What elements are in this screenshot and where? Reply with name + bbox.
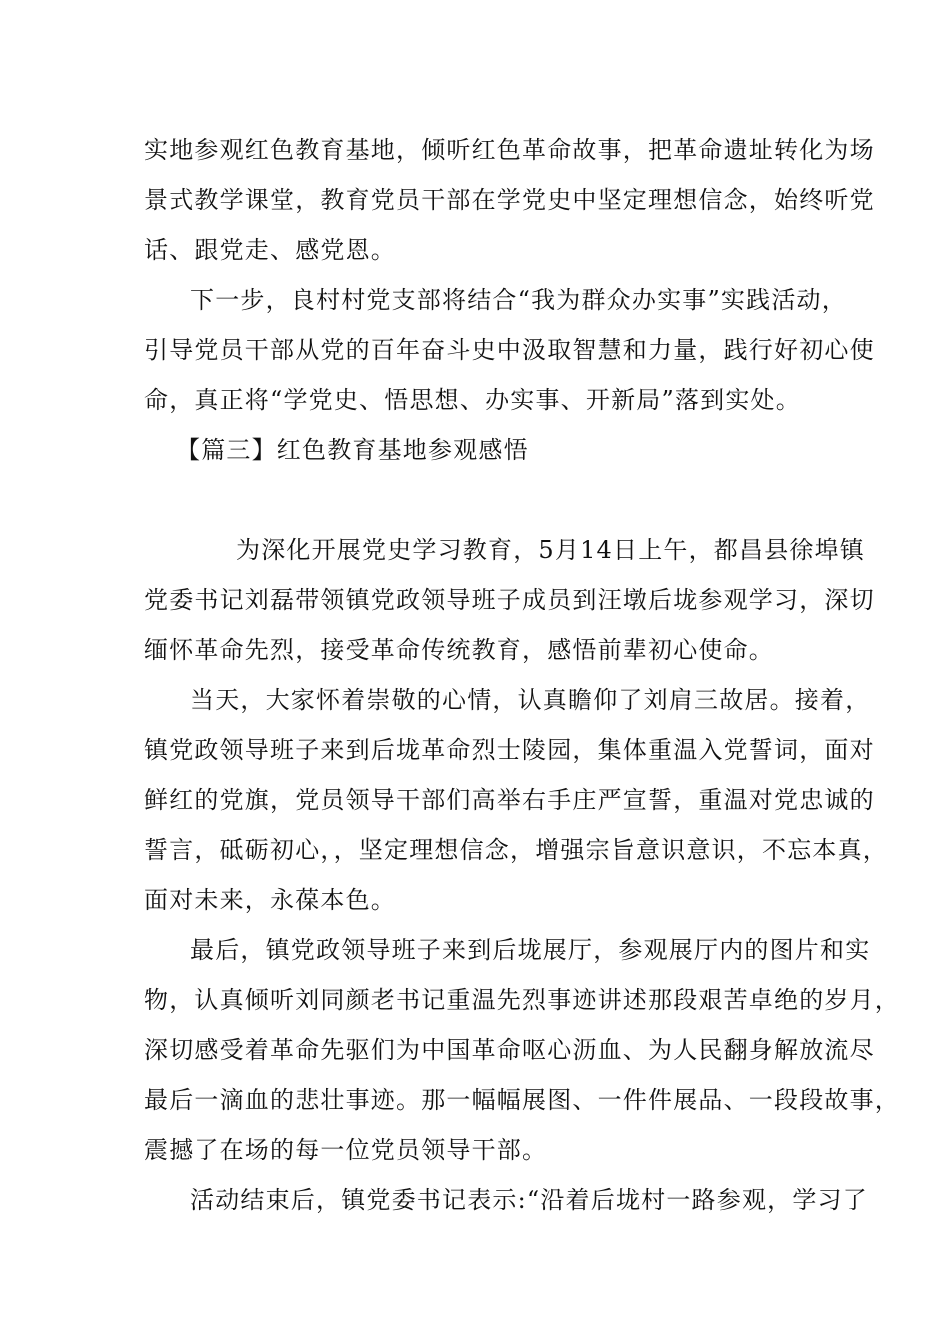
text-line: 鲜红的党旗，党员领导干部们高举右手庄严宣誓，重温对党忠诚的 xyxy=(144,786,875,814)
text-line: 最后，镇党政领导班子来到后垅展厅，参观展厅内的图片和实 xyxy=(190,936,871,964)
text-line: 物，认真倾听刘同颜老书记重温先烈事迹讲述那段艰苦卓绝的岁月， xyxy=(144,986,900,1014)
text-line: 镇党政领导班子来到后垅革命烈士陵园，集体重温入党誓词，面对 xyxy=(144,736,875,764)
text-line: 命，真正将“学党史、悟思想、办实事、开新局”落到实处。 xyxy=(144,386,801,414)
text-line: 面对未来，永葆本色。 xyxy=(144,886,396,914)
text-line: 为深化开展党史学习教育，5月14日上午，都昌县徐埠镇 xyxy=(236,536,866,564)
text-line: 景式教学课堂，教育党员干部在学党史中坚定理想信念，始终听党 xyxy=(144,186,875,214)
text-line: 活动结束后，镇党委书记表示:“沿着后垅村一路参观，学习了 xyxy=(190,1186,868,1214)
text-line: 党委书记刘磊带领镇党政领导班子成员到汪墩后垅参观学习，深切 xyxy=(144,586,875,614)
text-line: 震撼了在场的每一位党员领导干部。 xyxy=(144,1136,548,1164)
text-line: 引导党员干部从党的百年奋斗史中汲取智慧和力量，践行好初心使 xyxy=(144,336,875,364)
text-line: 实地参观红色教育基地，倾听红色革命故事，把革命遗址转化为场 xyxy=(144,136,875,164)
text-line: 当天，大家怀着崇敬的心情，认真瞻仰了刘肩三故居。接着， xyxy=(190,686,871,714)
text-line: 深切感受着革命先驱们为中国革命呕心沥血、为人民翻身解放流尽 xyxy=(144,1036,875,1064)
text-line: 下一步，良村村党支部将结合“我为群众办实事”实践活动， xyxy=(190,286,847,314)
text-line: 誓言，砥砺初心，，坚定理想信念，增强宗旨意识意识，不忘本真， xyxy=(144,836,888,864)
section-heading: 【篇三】红色教育基地参观感悟 xyxy=(176,436,529,464)
text-line: 缅怀革命先烈，接受革命传统教育，感悟前辈初心使命。 xyxy=(144,636,774,664)
text-line: 最后一滴血的悲壮事迹。那一幅幅展图、一件件展品、一段段故事， xyxy=(144,1086,900,1114)
text-line: 话、跟党走、感党恩。 xyxy=(144,236,396,264)
